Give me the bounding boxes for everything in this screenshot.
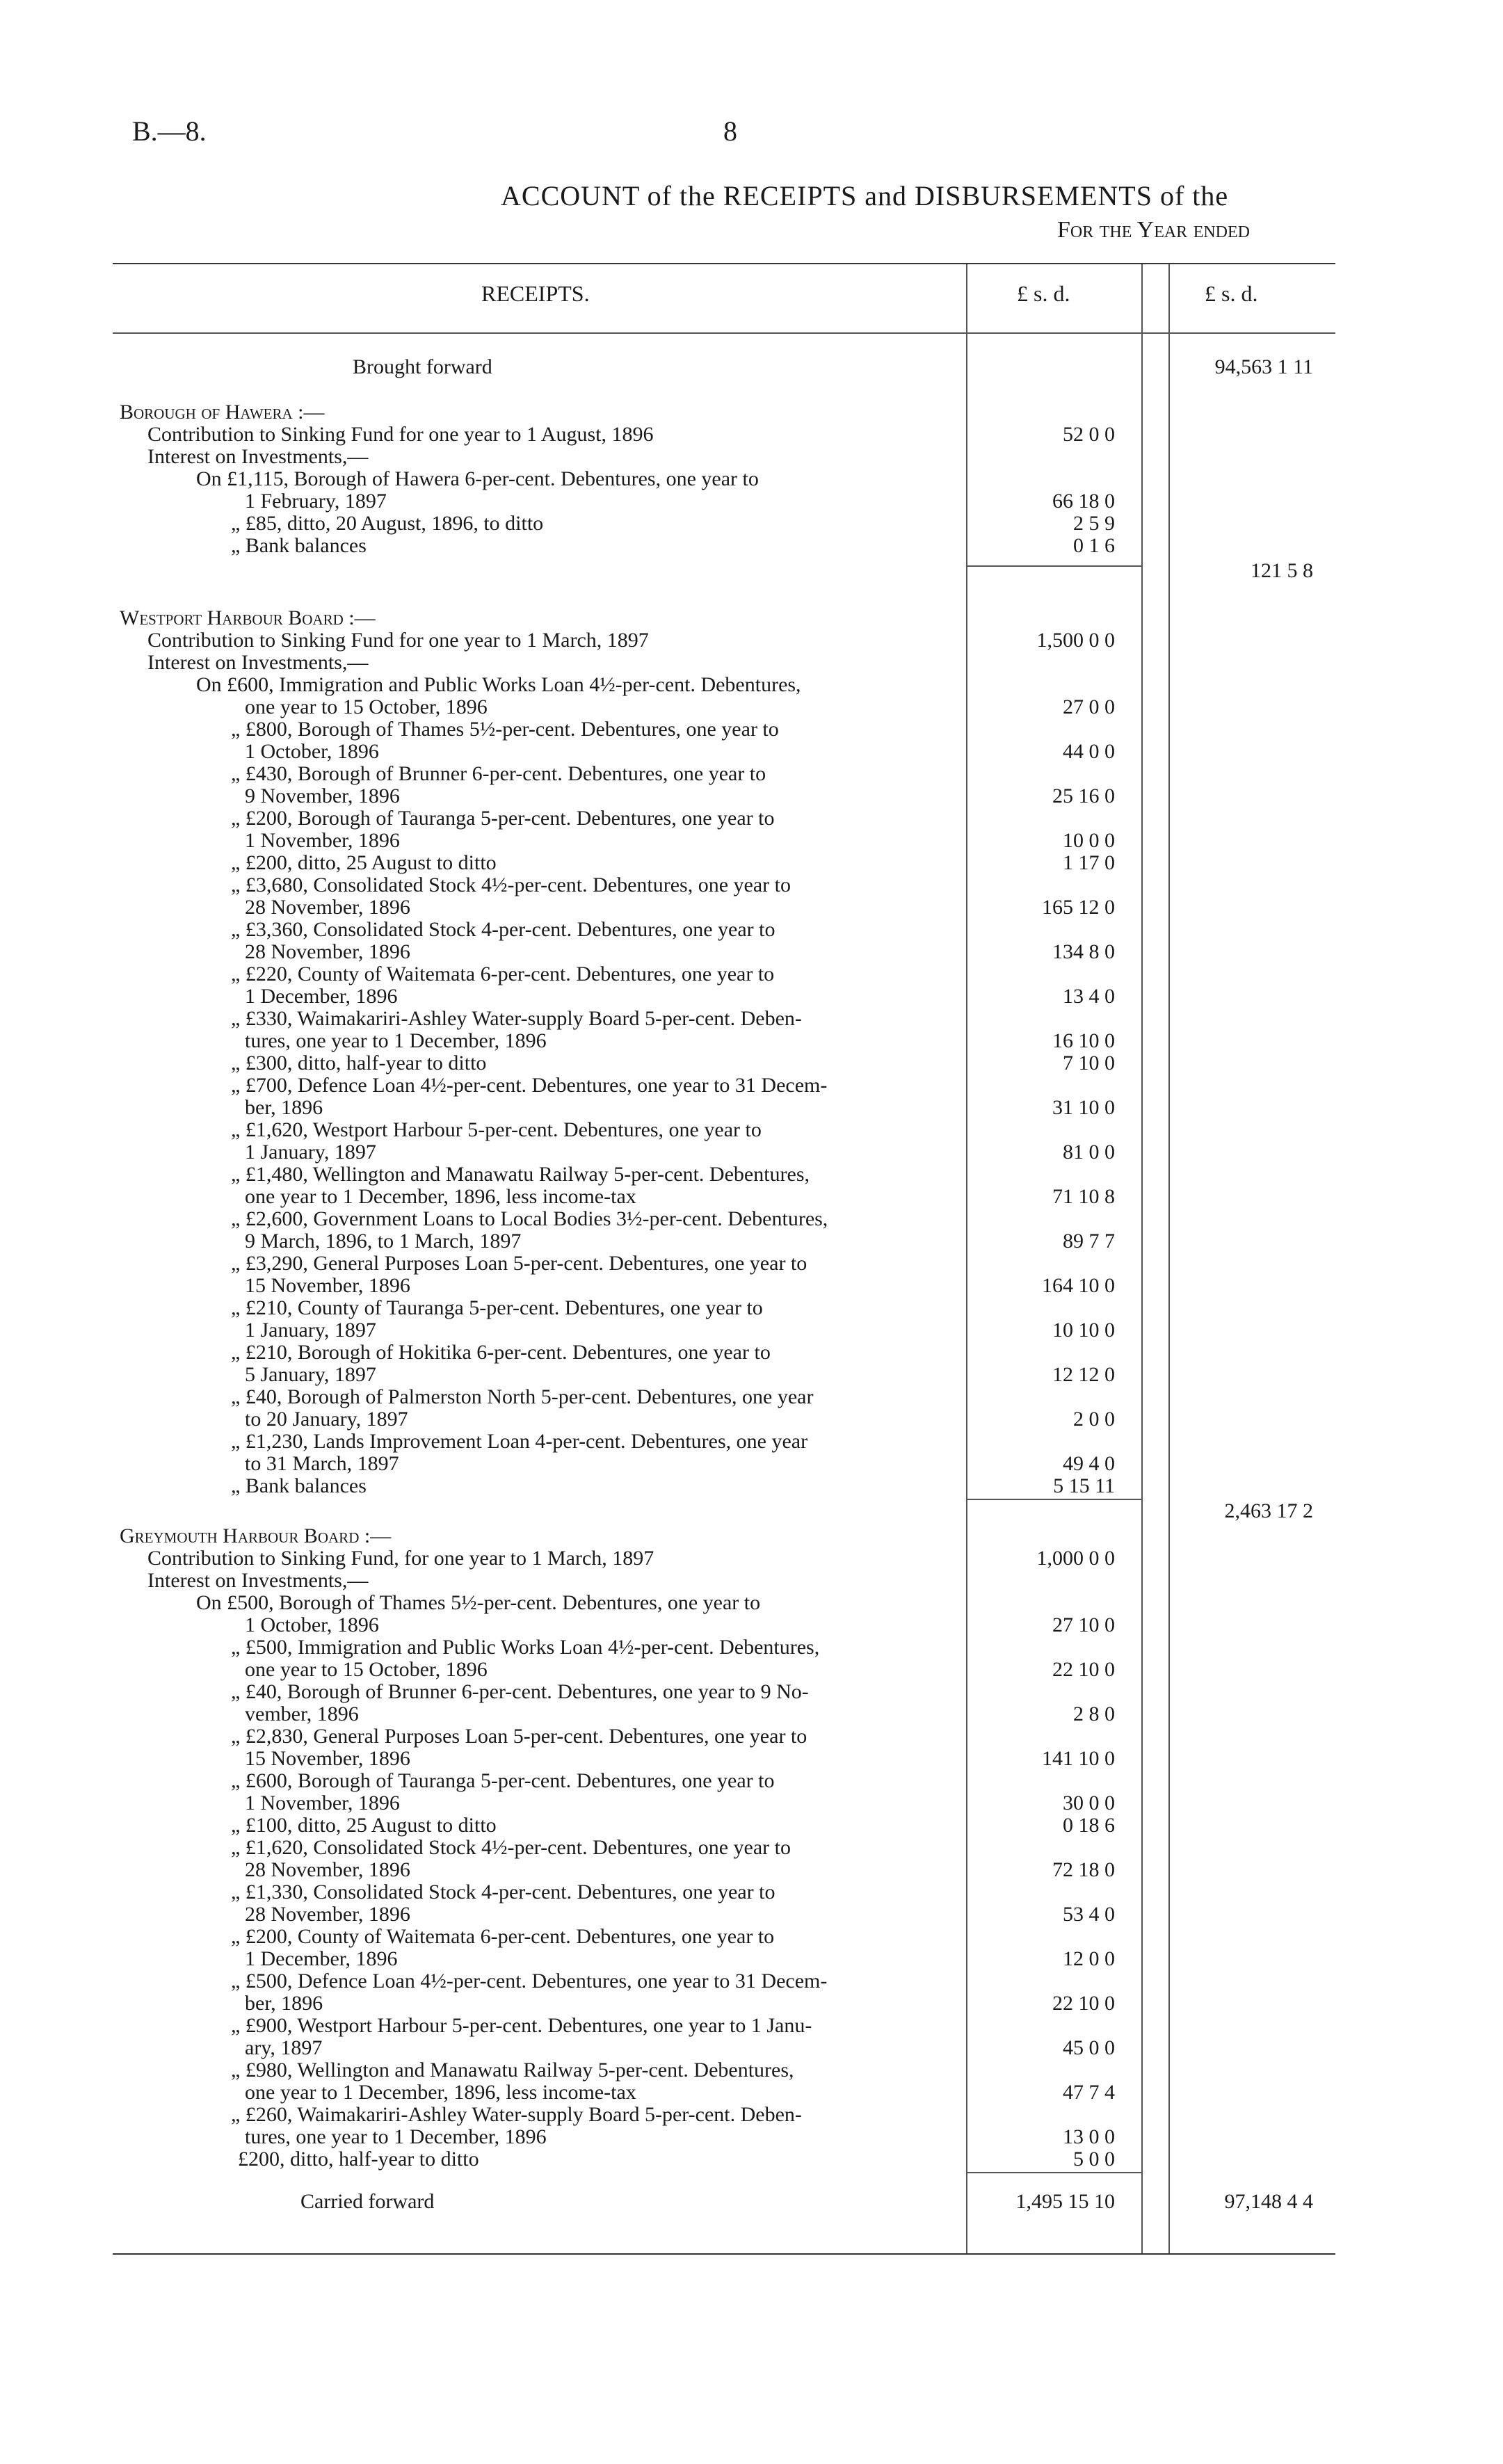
table-row xyxy=(113,1659,1335,1681)
amount-cell: 1,500 0 0 xyxy=(1036,629,1115,652)
amount-cell: 2 8 0 xyxy=(1073,1702,1115,1725)
document-reference: B.—8. xyxy=(132,115,207,147)
row-label: £200, ditto, half-year to ditto xyxy=(238,2148,479,2171)
table-row xyxy=(113,1837,1335,1859)
table-row xyxy=(113,896,1335,919)
table-row xyxy=(113,807,1335,830)
amount-cell: 2 0 0 xyxy=(1073,1408,1115,1431)
row-label: 9 November, 1896 xyxy=(245,784,400,807)
row-label: „ £2,830, General Purposes Loan 5-per-cent. Debentures, one year to xyxy=(231,1725,807,1748)
table-row xyxy=(113,1052,1335,1074)
row-label: „ £3,680, Consolidated Stock 4½-per-cent. Debentures, one year to xyxy=(231,873,791,896)
table-row xyxy=(113,1386,1335,1408)
amount-cell: 134 8 0 xyxy=(1052,940,1115,963)
row-label: „ £260, Waimakariri-Ashley Water-supply Board 5-per-cent. Deben- xyxy=(231,2103,802,2126)
table-row xyxy=(113,1475,1335,1497)
row-label: „ £210, County of Tauranga 5-per-cent. Debentures, one year to xyxy=(231,1296,763,1319)
table-row xyxy=(113,1926,1335,1948)
subtotal-rule xyxy=(966,2172,1141,2173)
table-row xyxy=(113,1814,1335,1837)
table-row xyxy=(113,1948,1335,1970)
row-label: „ £200, County of Waitemata 6-per-cent. Debentures, one year to xyxy=(231,1925,775,1948)
amount-cell: 53 4 0 xyxy=(1063,1903,1115,1926)
amount-cell: 0 1 6 xyxy=(1073,534,1115,557)
row-label: 28 November, 1896 xyxy=(245,1858,410,1881)
total-cell: 121 5 8 xyxy=(1251,559,1313,582)
table-row xyxy=(113,2191,1335,2213)
table-row xyxy=(113,652,1335,674)
table-row xyxy=(113,1614,1335,1636)
row-label: to 20 January, 1897 xyxy=(245,1408,408,1431)
row-label: Contribution to Sinking Fund for one year to 1 August, 1896 xyxy=(147,423,654,446)
table-row xyxy=(113,1681,1335,1703)
row-label: „ £600, Borough of Tauranga 5-per-cent. Debentures, one year to xyxy=(231,1769,775,1792)
row-label: „ £1,330, Consolidated Stock 4-per-cent. Debentures, one year to xyxy=(231,1881,775,1903)
table-row xyxy=(113,718,1335,741)
table-row xyxy=(113,1319,1335,1342)
row-label: „ £40, Borough of Palmerston North 5-per-cent. Debentures, one year xyxy=(231,1385,814,1408)
amount-cell: 1 17 0 xyxy=(1063,851,1115,874)
row-label: 1 October, 1896 xyxy=(245,740,379,763)
row-label: tures, one year to 1 December, 1896 xyxy=(245,1029,547,1052)
row-label: 1 January, 1897 xyxy=(245,1141,376,1163)
table-row xyxy=(113,2148,1335,2171)
table-row xyxy=(113,1186,1335,1208)
row-label: 15 November, 1896 xyxy=(245,1274,410,1297)
row-label: 1 November, 1896 xyxy=(245,829,400,852)
row-label: „ £1,480, Wellington and Manawatu Railway 5-per-cent. Debentures, xyxy=(231,1163,810,1186)
amount-cell: 30 0 0 xyxy=(1063,1791,1115,1814)
row-label: „ £2,600, Government Loans to Local Bodies 3½-per-cent. Debentures, xyxy=(231,1207,828,1230)
row-label: Brought forward xyxy=(353,355,492,378)
row-label: On £500, Borough of Thames 5½-per-cent. Debentures, one year to xyxy=(196,1591,761,1614)
table-row xyxy=(113,1992,1335,2015)
table-row xyxy=(113,356,1335,378)
row-label: „ £100, ditto, 25 August to ditto xyxy=(231,1814,497,1837)
row-label: Westport Harbour Board :— xyxy=(120,606,376,629)
row-label: Greymouth Harbour Board :— xyxy=(120,1524,392,1547)
row-label: „ £1,230, Lands Improvement Loan 4-per-cent. Debentures, one year xyxy=(231,1430,808,1453)
row-label: one year to 1 December, 1896, less income-tax xyxy=(245,1185,636,1208)
row-label: 1 December, 1896 xyxy=(245,1947,398,1970)
amount-cell: 89 7 7 xyxy=(1063,1230,1115,1253)
page-title-line1: ACCOUNT of the RECEIPTS and DISBURSEMENTS of the xyxy=(501,180,1229,211)
amount-cell: 1,000 0 0 xyxy=(1036,1547,1115,1570)
row-label: tures, one year to 1 December, 1896 xyxy=(245,2125,547,2148)
table-row xyxy=(113,941,1335,963)
row-label: Borough of Hawera :— xyxy=(120,401,325,424)
table-row xyxy=(113,468,1335,490)
table-row xyxy=(113,446,1335,468)
row-label: „ £900, Westport Harbour 5-per-cent. Debentures, one year to 1 Janu- xyxy=(231,2014,812,2037)
receipts-table xyxy=(113,263,1335,2255)
row-label: Interest on Investments,— xyxy=(147,1569,369,1592)
row-label: „ £220, County of Waitemata 6-per-cent. Debentures, one year to xyxy=(231,963,775,985)
amount-cell: 12 0 0 xyxy=(1063,1947,1115,1970)
table-row xyxy=(113,1859,1335,1881)
table-row xyxy=(113,2015,1335,2037)
row-label: „ Bank balances xyxy=(231,1474,367,1497)
table-row xyxy=(113,1592,1335,1614)
row-label: 5 January, 1897 xyxy=(245,1363,376,1386)
row-label: „ £1,620, Consolidated Stock 4½-per-cent. Debentures, one year to xyxy=(231,1836,791,1859)
table-row xyxy=(113,607,1335,629)
row-label: 15 November, 1896 xyxy=(245,1747,410,1770)
table-row xyxy=(113,1230,1335,1253)
table-row xyxy=(113,1275,1335,1297)
row-label: one year to 1 December, 1896, less income-tax xyxy=(245,2081,636,2104)
page-title-line2: For the Year ended xyxy=(1057,217,1251,243)
table-row xyxy=(113,1792,1335,1814)
amount-cell: 27 10 0 xyxy=(1052,1613,1115,1636)
amount-cell: 22 10 0 xyxy=(1052,1658,1115,1681)
table-row xyxy=(113,1342,1335,1364)
amount-cell: 13 4 0 xyxy=(1063,985,1115,1008)
row-label: „ Bank balances xyxy=(231,534,367,557)
amount-cell: 71 10 8 xyxy=(1052,1185,1115,1208)
table-row xyxy=(113,1008,1335,1030)
table-row xyxy=(113,1030,1335,1052)
table-row xyxy=(113,2081,1335,2104)
row-label: ber, 1896 xyxy=(245,1096,323,1119)
table-row xyxy=(113,2059,1335,2081)
table-row xyxy=(113,424,1335,446)
row-label: 1 December, 1896 xyxy=(245,985,398,1008)
row-label: „ £430, Borough of Brunner 6-per-cent. Debentures, one year to xyxy=(231,762,766,785)
amount-cell: 45 0 0 xyxy=(1063,2036,1115,2059)
row-label: „ £300, ditto, half-year to ditto xyxy=(231,1052,487,1074)
row-label: 28 November, 1896 xyxy=(245,1903,410,1926)
amount-cell: 1,495 15 10 xyxy=(1015,2190,1115,2213)
row-label: „ £40, Borough of Brunner 6-per-cent. Debentures, one year to 9 No- xyxy=(231,1680,809,1703)
row-label: „ £500, Defence Loan 4½-per-cent. Debentures, one year to 31 Decem- xyxy=(231,1970,828,1992)
table-row xyxy=(113,1208,1335,1230)
row-label: „ £330, Waimakariri-Ashley Water-supply Board 5-per-cent. Deben- xyxy=(231,1007,802,1030)
table-row xyxy=(113,1119,1335,1141)
table-row xyxy=(113,1703,1335,1725)
amount-cell: 72 18 0 xyxy=(1052,1858,1115,1881)
row-label: 9 March, 1896, to 1 March, 1897 xyxy=(245,1230,522,1253)
amount-cell: 7 10 0 xyxy=(1063,1052,1115,1074)
amount-cell: 49 4 0 xyxy=(1063,1452,1115,1475)
row-label: „ £3,290, General Purposes Loan 5-per-cent. Debentures, one year to xyxy=(231,1252,807,1275)
amount-cell: 25 16 0 xyxy=(1052,784,1115,807)
row-label: Contribution to Sinking Fund for one year to 1 March, 1897 xyxy=(147,629,649,652)
row-label: „ £980, Wellington and Manawatu Railway 5-per-cent. Debentures, xyxy=(231,2059,794,2081)
amount-cell: 165 12 0 xyxy=(1042,896,1115,919)
amount-cell: 66 18 0 xyxy=(1052,490,1115,513)
table-row xyxy=(113,1500,1335,1522)
table-row xyxy=(113,1163,1335,1186)
amount-cell: 13 0 0 xyxy=(1063,2125,1115,2148)
table-row xyxy=(113,1074,1335,1097)
table-row xyxy=(113,401,1335,424)
table-row xyxy=(113,1903,1335,1926)
row-label: one year to 15 October, 1896 xyxy=(245,1658,488,1681)
total-header: £ s. d. xyxy=(1205,281,1258,306)
table-row xyxy=(113,852,1335,874)
table-row xyxy=(113,1408,1335,1431)
row-label: On £600, Immigration and Public Works Loan 4½-per-cent. Debentures, xyxy=(196,673,801,696)
amount-cell: 22 10 0 xyxy=(1052,1992,1115,2015)
amount-cell: 5 15 11 xyxy=(1053,1474,1115,1497)
table-row xyxy=(113,629,1335,652)
amount-cell: 2 5 9 xyxy=(1073,512,1115,535)
table-row xyxy=(113,696,1335,718)
table-row xyxy=(113,1525,1335,1547)
table-row xyxy=(113,919,1335,941)
amount-cell: 12 12 0 xyxy=(1052,1363,1115,1386)
table-row xyxy=(113,535,1335,557)
table-row xyxy=(113,1636,1335,1659)
table-row xyxy=(113,1770,1335,1792)
amount-cell: 31 10 0 xyxy=(1052,1096,1115,1119)
row-label: Interest on Investments,— xyxy=(147,445,369,468)
table-row xyxy=(113,874,1335,896)
row-label: „ £700, Defence Loan 4½-per-cent. Debentures, one year to 31 Decem- xyxy=(231,1074,828,1097)
row-label: „ £1,620, Westport Harbour 5-per-cent. Debentures, one year to xyxy=(231,1118,762,1141)
table-row xyxy=(113,785,1335,807)
amount-header: £ s. d. xyxy=(1017,281,1070,306)
table-row xyxy=(113,985,1335,1008)
amount-cell: 10 10 0 xyxy=(1052,1319,1115,1342)
table-row xyxy=(113,1364,1335,1386)
table-row xyxy=(113,560,1335,582)
row-label: 1 November, 1896 xyxy=(245,1791,400,1814)
total-cell: 97,148 4 4 xyxy=(1224,2190,1313,2213)
amount-cell: 44 0 0 xyxy=(1063,740,1115,763)
table-row xyxy=(113,2037,1335,2059)
amount-cell: 10 0 0 xyxy=(1063,829,1115,852)
amount-cell: 5 0 0 xyxy=(1073,2148,1115,2171)
table-row xyxy=(113,763,1335,785)
amount-cell: 27 0 0 xyxy=(1063,695,1115,718)
table-row xyxy=(113,490,1335,513)
row-label: „ £85, ditto, 20 August, 1896, to ditto xyxy=(231,512,544,535)
row-label: „ £3,360, Consolidated Stock 4-per-cent. Debentures, one year to xyxy=(231,918,775,941)
row-label: On £1,115, Borough of Hawera 6-per-cent. Debentures, one year to xyxy=(196,467,759,490)
row-label: 1 February, 1897 xyxy=(245,490,387,513)
row-label: „ £800, Borough of Thames 5½-per-cent. Debentures, one year to xyxy=(231,718,779,741)
amount-cell: 0 18 6 xyxy=(1063,1814,1115,1837)
table-row xyxy=(113,1970,1335,1992)
table-row xyxy=(113,741,1335,763)
row-label: one year to 15 October, 1896 xyxy=(245,695,488,718)
table-row xyxy=(113,1547,1335,1570)
row-label: Interest on Investments,— xyxy=(147,651,369,674)
amount-cell: 81 0 0 xyxy=(1063,1141,1115,1163)
amount-cell: 16 10 0 xyxy=(1052,1029,1115,1052)
row-label: „ £500, Immigration and Public Works Loan 4½-per-cent. Debentures, xyxy=(231,1636,820,1659)
table-row xyxy=(113,2126,1335,2148)
table-row xyxy=(113,1431,1335,1453)
row-label: 1 October, 1896 xyxy=(245,1613,379,1636)
table-row xyxy=(113,674,1335,696)
table-row xyxy=(113,830,1335,852)
table-row xyxy=(113,1453,1335,1475)
table-row xyxy=(113,1570,1335,1592)
total-cell: 2,463 17 2 xyxy=(1224,1499,1313,1522)
table-header xyxy=(113,264,1335,334)
row-label: to 31 March, 1897 xyxy=(245,1452,399,1475)
row-label: „ £200, Borough of Tauranga 5-per-cent. Debentures, one year to xyxy=(231,807,775,830)
row-label: vember, 1896 xyxy=(245,1702,359,1725)
table-row xyxy=(113,963,1335,985)
amount-cell: 52 0 0 xyxy=(1063,423,1115,446)
row-label: ber, 1896 xyxy=(245,1992,323,2015)
row-label: 28 November, 1896 xyxy=(245,940,410,963)
row-label: ary, 1897 xyxy=(245,2036,323,2059)
row-label: „ £200, ditto, 25 August to ditto xyxy=(231,851,497,874)
amount-cell: 164 10 0 xyxy=(1042,1274,1115,1297)
row-label: Carried forward xyxy=(300,2190,435,2213)
table-row xyxy=(113,1253,1335,1275)
table-row xyxy=(113,1881,1335,1903)
amount-cell: 141 10 0 xyxy=(1042,1747,1115,1770)
row-label: 1 January, 1897 xyxy=(245,1319,376,1342)
row-label: Contribution to Sinking Fund, for one year to 1 March, 1897 xyxy=(147,1547,654,1570)
row-label: 28 November, 1896 xyxy=(245,896,410,919)
table-row xyxy=(113,1725,1335,1748)
table-row xyxy=(113,1141,1335,1163)
total-cell: 94,563 1 11 xyxy=(1214,355,1313,378)
table-row xyxy=(113,1748,1335,1770)
amount-cell: 47 7 4 xyxy=(1063,2081,1115,2104)
table-row xyxy=(113,1297,1335,1319)
table-row xyxy=(113,1097,1335,1119)
row-label: „ £210, Borough of Hokitika 6-per-cent. Debentures, one year to xyxy=(231,1341,771,1364)
table-row xyxy=(113,2104,1335,2126)
receipts-header: RECEIPTS. xyxy=(481,281,590,306)
table-row xyxy=(113,513,1335,535)
page-number: 8 xyxy=(723,115,737,147)
